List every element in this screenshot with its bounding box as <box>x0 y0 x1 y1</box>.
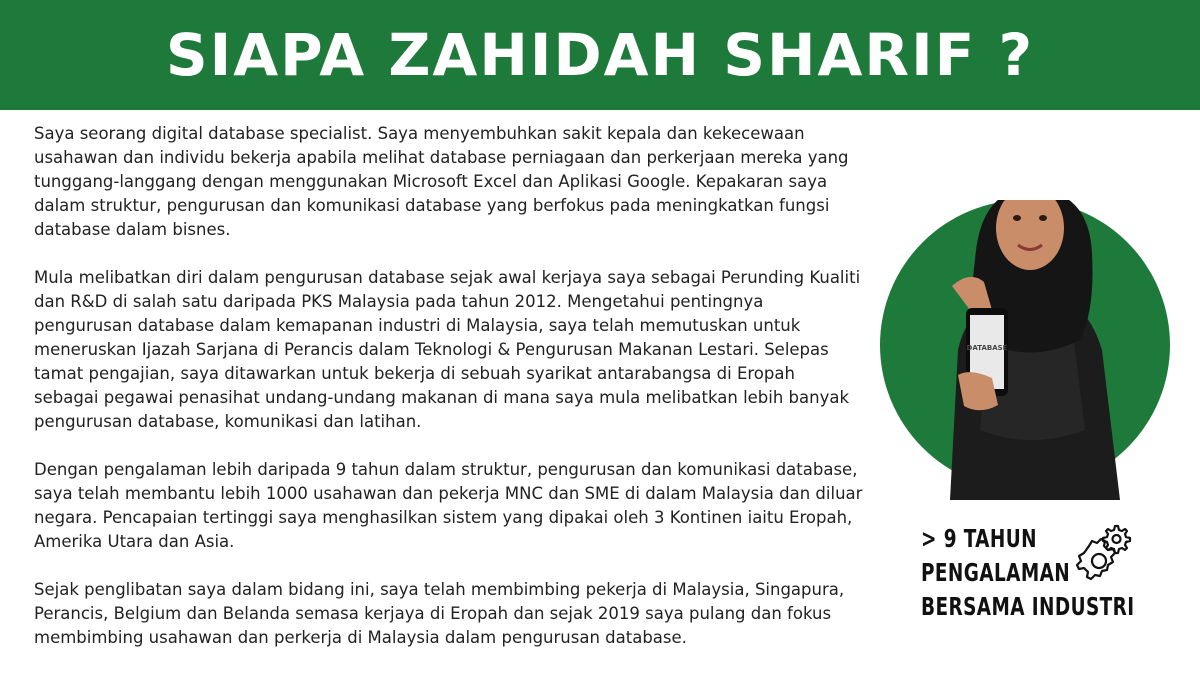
phone-screen-text: DATABASE <box>966 344 1008 352</box>
bio-paragraph-3: Dengan pengalaman lebih daripada 9 tahun dalam struktur, pengurusan dan komunikasi database, saya telah membantu lebih 1000 usahawan dan pekerja MNC dan SME di dalam Malaysia dan diluar negara. Pencapaian tertinggi saya menghasilkan sistem yang dipakai oleh 3 Kontinen iaitu Eropah, Amerika Utara dan Asia. <box>34 460 863 551</box>
page-title: SIAPA ZAHIDAH SHARIF ? <box>165 21 1035 89</box>
tagline-line-1: > 9 TAHUN <box>921 524 1037 553</box>
tagline-line-2: PENGALAMAN <box>921 558 1071 587</box>
bio-paragraph-4: Sejak penglibatan saya dalam bidang ini, saya telah membimbing pekerja di Malaysia, Singapura, Perancis, Belgium dan Belanda semasa kerjaya di Eropah dan sejak 2019 saya pulang dan fokus membimbing usahawan dan perkerja di Malaysia dalam pengurusan database. <box>34 580 845 647</box>
person-figure <box>880 200 1180 500</box>
bio-paragraph-1: Saya seorang digital database specialist. Saya menyembuhkan sakit kepala dan kekecewaan usahawan dan individu bekerja apabila melihat database perniagaan dan perkerjaan mereka yang tunggang-langgang dengan menggunakan Microsoft Excel dan Aplikasi Google. Kepakaran saya dalam struktur, pengurusan dan komunikasi database yang berfokus pada meningkatkan fungsi database dalam bisnes. <box>34 124 849 239</box>
bio-text <box>34 122 864 674</box>
tagline-line-3: BERSAMA INDUSTRI <box>921 592 1135 621</box>
profile-photo <box>880 200 1180 500</box>
bio-paragraph-2: Mula melibatkan diri dalam pengurusan database sejak awal kerjaya saya sebagai Perunding Kualiti dan R&D di salah satu daripada PKS Malaysia pada tahun 2012. Mengetahui pentingnya pengurusan database dalam kemapanan industri di Malaysia, saya telah memutuskan untuk meneruskan Ijazah Sarjana di Perancis dalam Teknologi & Pengurusan Makanan Lestari. Selepas tamat pengajian, saya ditawarkan untuk bekerja di sebuah syarikat antarabangsa di Eropah sebagai pegawai penasihat undang-undang makanan di mana saya mula melibatkan lebih banyak pengurusan database, komunikasi dan latihan. <box>34 268 861 431</box>
gears-icon <box>1063 520 1135 592</box>
title-banner <box>0 0 1200 110</box>
